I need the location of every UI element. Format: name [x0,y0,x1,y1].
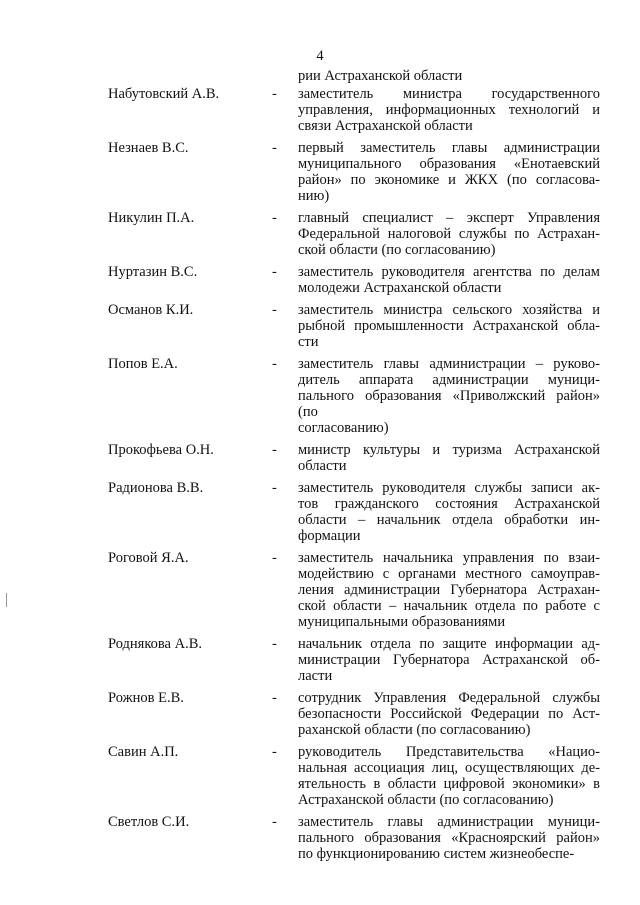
member-entry [0,140,640,204]
position-line: руководитель Представительства «Нацио- [298,744,600,760]
member-entry [0,636,640,684]
member-position [298,140,600,204]
position-line: формации [298,528,361,544]
dash-separator: - [272,690,277,706]
dash-separator: - [272,210,277,226]
margin-mark [6,593,7,607]
position-line: начальник отдела по защите информации ад- [298,636,600,652]
member-position [298,814,600,862]
position-line: ласти [298,668,333,684]
member-position [298,480,600,544]
dash-separator: - [272,636,277,652]
dash-separator: - [272,550,277,566]
member-name: Роднякова А.В. [108,636,203,652]
position-line: ской области (по согласованию) [298,242,496,258]
position-line: ской области – начальник отдела по работе с [298,598,600,614]
member-entry [0,442,640,474]
position-line: министр культуры и туризма Астраханской [298,442,600,458]
dash-separator: - [272,86,277,102]
position-line: заместитель министра сельского хозяйства и [298,302,600,318]
member-position [298,690,600,738]
member-entry [0,690,640,738]
member-entry [0,86,640,134]
position-line: нию) [298,188,330,204]
member-name: Незнаев В.С. [108,140,189,156]
member-name: Никулин П.А. [108,210,195,226]
member-name: Попов Е.А. [108,356,178,372]
member-position [298,550,600,630]
continued-text: рии Астраханской области [298,68,463,84]
position-line: ления администрации Губернатора Астрахан- [298,582,600,598]
position-line: заместитель руководителя службы записи ак- [298,480,600,496]
member-entry [0,264,640,296]
position-line: молодежи Астраханской области [298,280,502,296]
member-name: Роговой Я.А. [108,550,189,566]
member-name: Нуртазин В.С. [108,264,198,280]
position-line: дитель аппарата администрации муници- [298,372,600,388]
member-entry [0,302,640,350]
member-name: Светлов С.И. [108,814,190,830]
position-line: заместитель начальника управления по взаи- [298,550,600,566]
dash-separator: - [272,356,277,372]
position-line: заместитель главы администрации – руково- [298,356,600,372]
position-line: заместитель главы администрации муници- [298,814,600,830]
member-name: Радионова В.В. [108,480,204,496]
dash-separator: - [272,264,277,280]
member-list [0,86,640,868]
position-line: муниципальными образованиями [298,614,506,630]
position-line: министрации Губернатора Астраханской об- [298,652,600,668]
position-line: сотрудник Управления Федеральной службы [298,690,600,706]
member-name: Рожнов Е.В. [108,690,184,706]
position-line: Астраханской области (по согласованию) [298,792,554,808]
member-position [298,86,600,134]
position-line: первый заместитель главы администрации [298,140,600,156]
position-line: связи Астраханской области [298,118,473,134]
position-line: тов гражданского состояния Астраханской [298,496,600,512]
position-line: главный специалист – эксперт Управления [298,210,600,226]
dash-separator: - [272,140,277,156]
dash-separator: - [272,302,277,318]
member-position [298,744,600,808]
position-line: Федеральной налоговой службы по Астрахан- [298,226,600,242]
member-name: Савин А.П. [108,744,179,760]
page-number: 4 [316,48,324,64]
position-line: модействию с органами местного самоуправ- [298,566,600,582]
position-line: безопасности Российской Федерации по Аст- [298,706,600,722]
position-line: раханской области (по согласованию) [298,722,531,738]
member-position [298,302,600,350]
position-line: нальная ассоциация лиц, осуществляющих де- [298,760,600,776]
position-line: ятельность в области цифровой экономики» в [298,776,600,792]
member-entry [0,744,640,808]
member-name: Османов К.И. [108,302,194,318]
member-position [298,636,600,684]
member-entry [0,814,640,862]
position-line: рыбной промышленности Астраханской обла- [298,318,600,334]
position-line: пального образования «Красноярский район» [298,830,600,846]
position-line: район» по экономике и ЖКХ (по согласова- [298,172,600,188]
member-name: Набутовский А.В. [108,86,220,102]
position-line: области – начальник отдела обработки ин- [298,512,600,528]
member-position [298,356,600,436]
member-entry [0,480,640,544]
dash-separator: - [272,814,277,830]
member-entry [0,356,640,436]
dash-separator: - [272,442,277,458]
position-line: муниципального образования «Енотаевский [298,156,600,172]
member-position [298,442,600,474]
position-line: согласованию) [298,420,389,436]
member-position [298,210,600,258]
member-entry [0,550,640,630]
dash-separator: - [272,480,277,496]
position-line: управления, информационных технологий и [298,102,600,118]
member-position [298,264,600,296]
member-name: Прокофьева О.Н. [108,442,214,458]
position-line: заместитель руководителя агентства по делам [298,264,600,280]
position-line: сти [298,334,319,350]
position-line: заместитель министра государственного [298,86,600,102]
position-line: области [298,458,347,474]
position-line: по функционированию систем жизнеобеспе- [298,846,575,862]
position-line: пального образования «Приволжский район» (по [298,388,600,420]
dash-separator: - [272,744,277,760]
member-entry [0,210,640,258]
